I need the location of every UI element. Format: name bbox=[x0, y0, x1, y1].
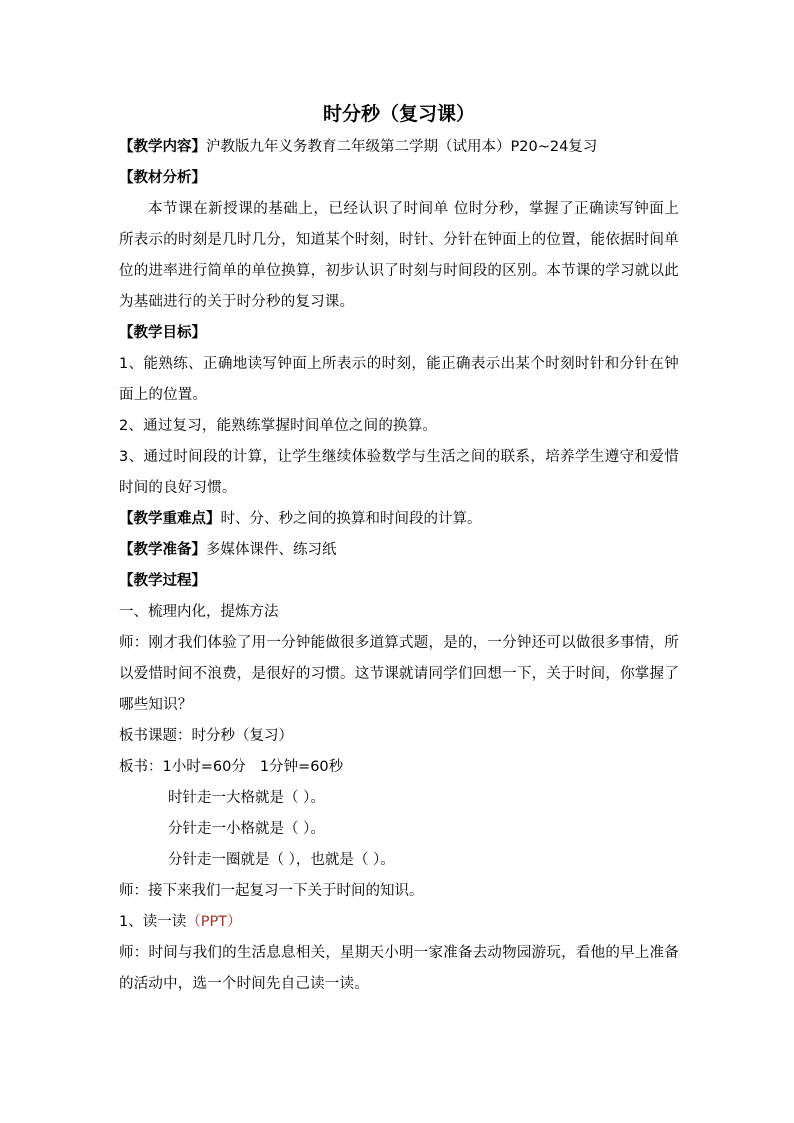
teaching-prep bbox=[119, 535, 679, 566]
fill-blank-1: 时针走一大格就是（ ）。 bbox=[168, 790, 325, 806]
goal-item-2: 2、通过复习，能熟练掌握时间单位之间的换算。 bbox=[119, 418, 438, 434]
board-notes-hour: 板书：1小时=60分 bbox=[119, 759, 246, 775]
read-item-label: 1、读一读 bbox=[119, 914, 187, 930]
key-points-text: 时、分、秒之间的换算和时间段的计算。 bbox=[220, 511, 482, 527]
teaching-content-text: 沪教版九年义务教育二年级第二学期（试用本）P20~24复习 bbox=[206, 139, 598, 155]
teacher-paragraph-1: 师：刚才我们体验了用一分钟能做很多道算式题，是的，一分钟还可以做很多事情，所以爱惜时间不浪费，是很好的习惯。这节课就请同学们回想一下，关于时间，你掌握了哪些知识？ bbox=[119, 635, 679, 713]
board-title: 板书课题：时分秒（复习） bbox=[119, 728, 293, 744]
teaching-prep-label: 【教学准备】 bbox=[119, 542, 206, 558]
fill-blank-2: 分针走一小格就是（ ）。 bbox=[168, 821, 325, 837]
teacher-paragraph-3: 师：时间与我们的生活息息相关，星期天小明一家准备去动物园游玩，看他的早上准备的活动中，选一个时间先自己读一读。 bbox=[119, 945, 679, 992]
page-title: 时分秒（复习课） bbox=[322, 103, 475, 125]
read-item bbox=[119, 907, 679, 938]
goal-item-3: 3、通过时间段的计算，让学生继续体验数学与生活之间的联系，培养学生遵守和爱惜时间的良好习惯。 bbox=[119, 449, 679, 496]
key-points bbox=[119, 504, 679, 535]
teaching-goals-heading: 【教学目标】 bbox=[119, 325, 206, 341]
fill-blank-3: 分针走一圈就是（ ），也就是（ ）。 bbox=[168, 852, 395, 868]
section-heading-1: 一、梳理内化，提炼方法 bbox=[119, 604, 279, 620]
board-notes bbox=[119, 752, 679, 783]
board-notes-minute: 1分钟=60秒 bbox=[259, 759, 344, 775]
teaching-content bbox=[119, 132, 679, 163]
teaching-process-heading: 【教学过程】 bbox=[119, 573, 206, 589]
goal-item-1: 1、能熟练、正确地读写钟面上所表示的时刻，能正确表示出某个时刻时针和分针在钟面上的位置。 bbox=[119, 356, 679, 403]
material-analysis-heading: 【教材分析】 bbox=[119, 170, 206, 186]
teacher-paragraph-2: 师：接下来我们一起复习一下关于时间的知识。 bbox=[119, 883, 424, 899]
document-page bbox=[119, 100, 679, 1000]
read-item-ppt: （PPT） bbox=[186, 914, 242, 930]
teaching-content-label: 【教学内容】 bbox=[119, 139, 206, 155]
material-analysis-paragraph: 本节课在新授课的基础上，已经认识了时间单 位时分秒，掌握了正确读写钟面上所表示的时刻是几时几分，知道某个时刻，时针、分针在钟面上的位置，能依据时间单位的进率进行简单的单位换算，初步认识了时刻与时间段的区别。本节课的学习就以此为基础进行的关于时分秒的复习课。 bbox=[119, 201, 679, 310]
key-points-label: 【教学重难点】 bbox=[119, 511, 221, 527]
teaching-prep-text: 多媒体课件、练习纸 bbox=[206, 542, 337, 558]
